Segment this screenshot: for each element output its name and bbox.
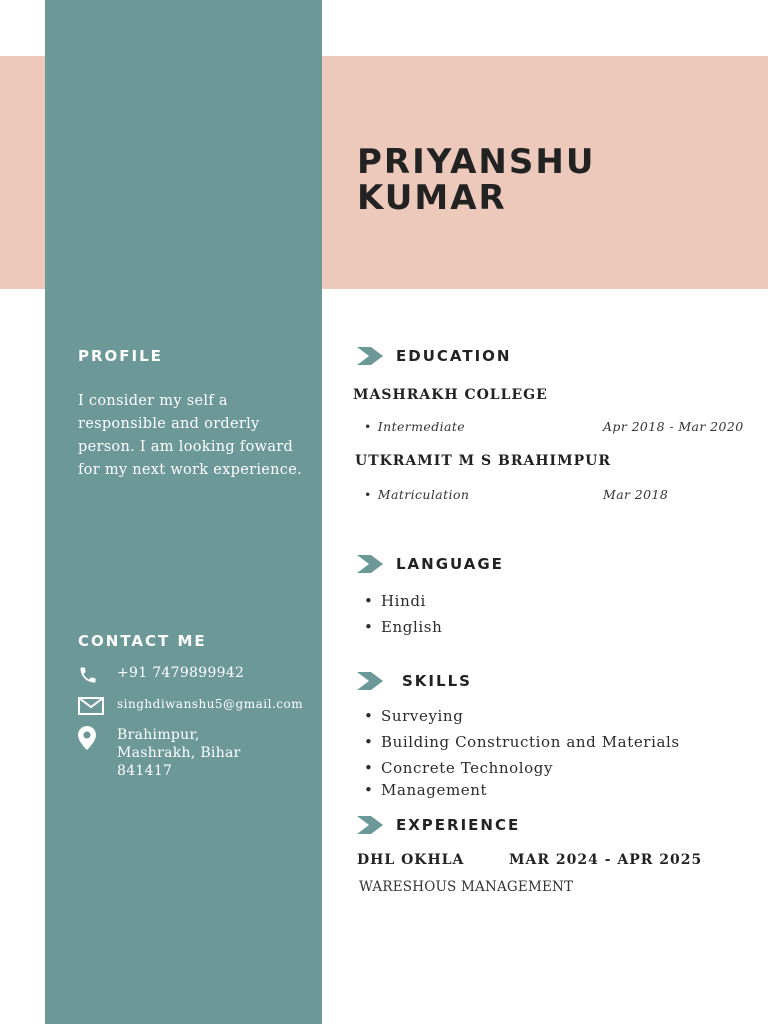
chevron-right-icon (357, 347, 383, 365)
address-line-1: Brahimpur, (117, 727, 200, 743)
mail-icon (78, 695, 108, 717)
list-item: • Management (364, 777, 680, 803)
phone-number: +91 7479899942 (117, 665, 245, 681)
company-name: DHL OKHLA (357, 852, 465, 868)
experience-entry (357, 852, 757, 868)
contact-phone (78, 664, 244, 686)
name-last: KUMAR (357, 178, 507, 218)
list-item: • English (364, 614, 442, 640)
chevron-right-icon (357, 672, 383, 690)
experience-heading (357, 816, 520, 834)
education-dates: Apr 2018 - Mar 2020 (603, 419, 744, 434)
experience-dates: MAR 2024 - APR 2025 (509, 852, 703, 868)
experience-role: WARESHOUS MANAGEMENT (359, 879, 574, 895)
profile-heading: PROFILE (78, 347, 163, 365)
profile-text: I consider my self a responsible and orderly person. I am looking foward for my next work experience. (78, 393, 303, 478)
education-dates: Mar 2018 (603, 487, 669, 502)
email-address: singhdiwanshu5@gmail.com (117, 697, 304, 711)
contact-address (78, 726, 241, 780)
candidate-name (357, 144, 737, 216)
school-name: UTKRAMIT M S BRAHIMPUR (355, 453, 611, 469)
education-level: Matriculation (377, 487, 470, 502)
education-detail: • Intermediate Apr 2018 - Mar 2020 (364, 419, 744, 434)
education-detail: • Matriculation Mar 2018 (364, 487, 669, 502)
list-item: • Concrete Technology (364, 755, 680, 781)
list-item: • Hindi (364, 588, 442, 614)
skills-heading-label: SKILLS (402, 672, 472, 690)
language-heading (357, 555, 504, 573)
phone-icon (78, 664, 108, 686)
sidebar-column (45, 0, 322, 1024)
contact-heading: CONTACT ME (78, 632, 207, 650)
address-text (117, 726, 241, 780)
location-pin-icon (78, 726, 108, 750)
contact-email (78, 695, 303, 717)
education-level: Intermediate (377, 419, 466, 434)
list-item: • Building Construction and Materials (364, 729, 680, 755)
chevron-right-icon (357, 555, 383, 573)
skills-heading (357, 672, 472, 690)
chevron-right-icon (357, 816, 383, 834)
address-line-2: Mashrakh, Bihar (117, 745, 241, 761)
name-first: PRIYANSHU (357, 142, 596, 182)
language-list (364, 588, 442, 640)
address-line-3: 841417 (117, 763, 173, 779)
school-name: MASHRAKH COLLEGE (353, 387, 548, 403)
list-item: • Surveying (364, 703, 680, 729)
experience-heading-label: EXPERIENCE (396, 816, 521, 834)
education-heading-label: EDUCATION (396, 347, 512, 365)
language-heading-label: LANGUAGE (396, 555, 504, 573)
skills-list (364, 703, 680, 803)
education-heading (357, 347, 511, 365)
